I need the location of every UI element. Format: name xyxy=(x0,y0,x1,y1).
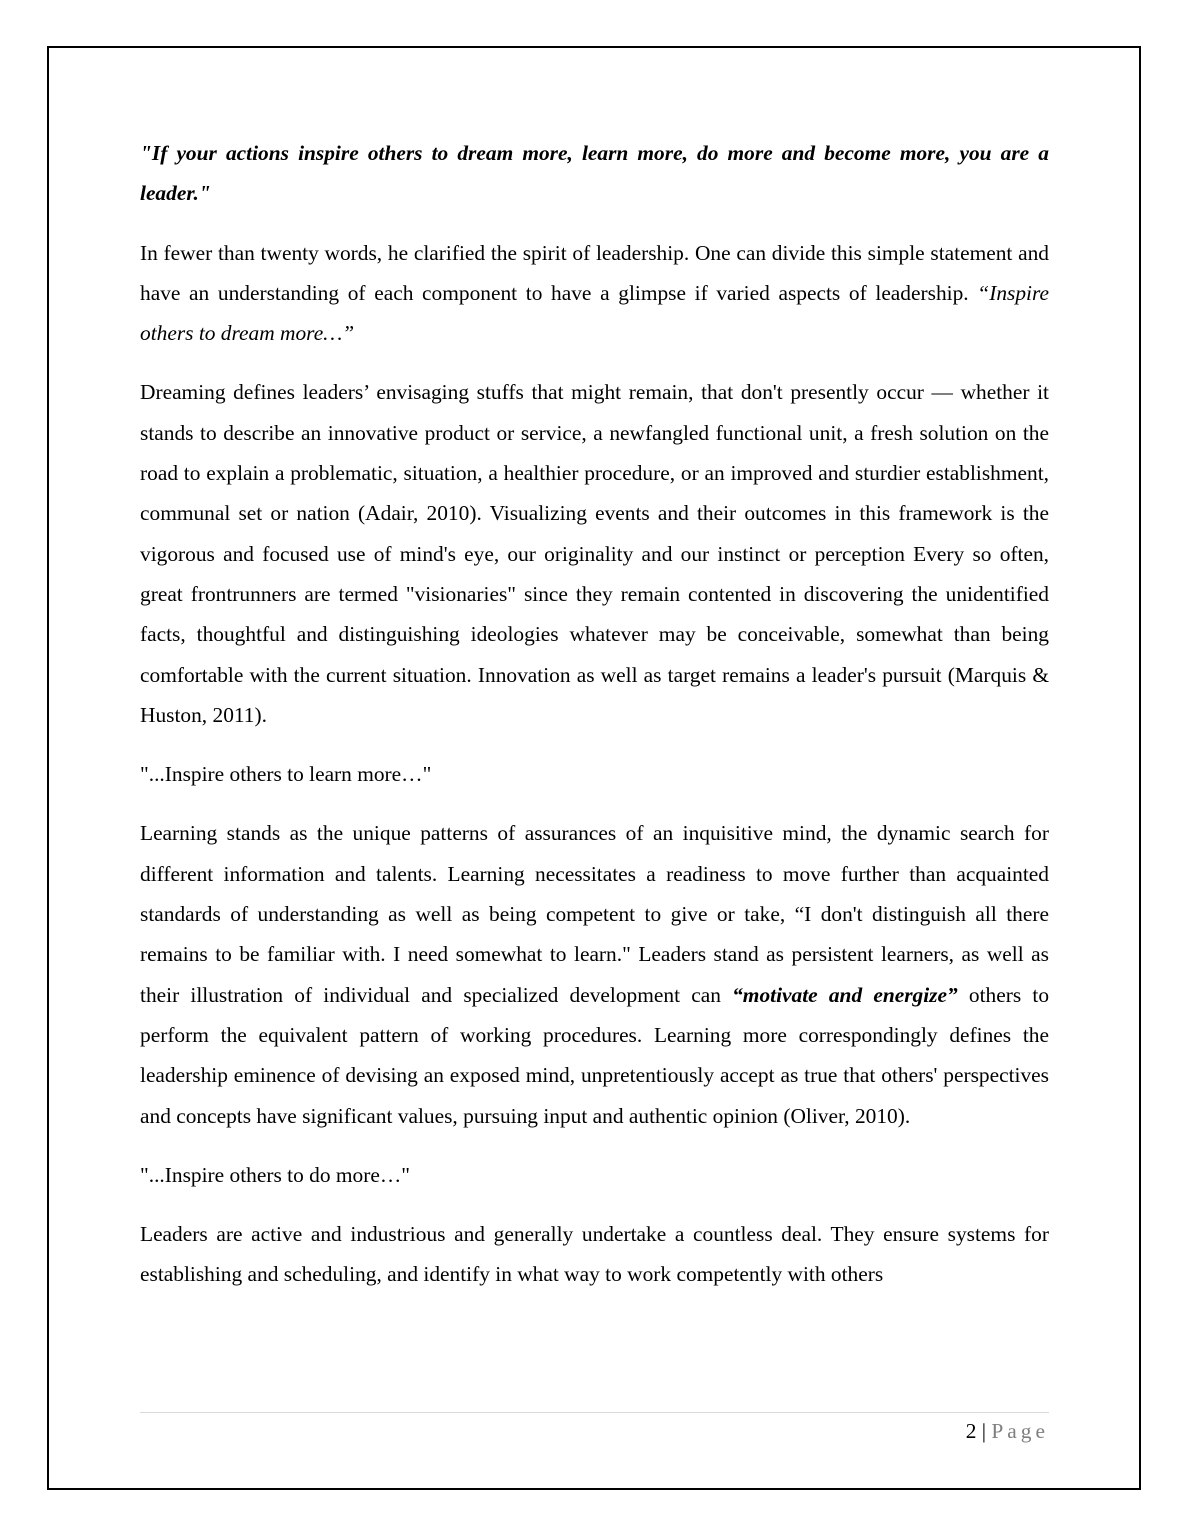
document-body xyxy=(140,133,1049,1314)
heading-do-more: "...Inspire others to do more…" xyxy=(140,1162,410,1187)
heading-learn-more: "...Inspire others to learn more…" xyxy=(140,762,432,787)
paragraph-dreaming: Dreaming defines leaders’ envisaging stuffs that might remain, that don't presently occur — whether it stands to describe an innovative product or service, a newfangled functional unit, a fresh solution on the road to explain a problematic, situation, a healthier procedure, or an improved and sturdier establishment, communal set or nation (Adair, 2010). Visualizing events and their outcomes in this framework is the vigorous and focused use of mind's eye, our originality and our instinct or perception Every so often, great frontrunners are termed "visionaries" since they remain contented in discovering the unidentified facts, thoughtful and distinguishing ideologies whatever may be conceivable, somewhat than being comfortable with the current situation. Innovation as well as target remains a leader's pursuit (Marquis & Huston, 2011). xyxy=(140,380,1049,727)
paragraph-learning xyxy=(140,813,1049,1135)
footer-separator: | xyxy=(976,1419,992,1443)
paragraph-intro xyxy=(140,233,1049,354)
paragraph-intro-text: In fewer than twenty words, he clarified the spirit of leadership. One can divide this simple statement and have an understanding of each component to have a glimpse if varied aspects of leadership. xyxy=(140,240,1049,305)
page-number: 2 xyxy=(965,1419,977,1443)
paragraph-learning-part2: others to perform the equivalent pattern of working procedures. Learning more correspondingly defines the leadership eminence of devising an exposed mind, unpretentiously accept as true that others' perspectives and concepts have significant values, pursuing input and authentic opinion (Oliver, 2010). xyxy=(140,982,1050,1128)
motivate-energize-emphasis: “motivate and energize” xyxy=(732,982,958,1007)
paragraph-doing: Leaders are active and industrious and generally undertake a countless deal. They ensure systems for establishing and scheduling, and identify in what way to work competently with others xyxy=(140,1222,1049,1287)
page-label: Page xyxy=(991,1419,1049,1443)
footer-divider xyxy=(140,1412,1049,1413)
page-footer xyxy=(140,1415,1049,1447)
dream-more-quote: “Inspire others to dream more…” xyxy=(140,280,1049,346)
opening-quote: "If your actions inspire others to dream more, learn more, do more and become more, you are a leader." xyxy=(140,141,1049,206)
paragraph-learning-part1: Learning stands as the unique patterns of assurances of an inquisitive mind, the dynamic search for different information and talents. Learning necessitates a readiness to move further than acquainted standards of understanding as well as being competent to give or take, “I don't distinguish all there remains to be familiar with. I need somewhat to learn." Leaders stand as persistent learners, as well as their illustration of individual and specialized development can xyxy=(140,821,1049,1007)
